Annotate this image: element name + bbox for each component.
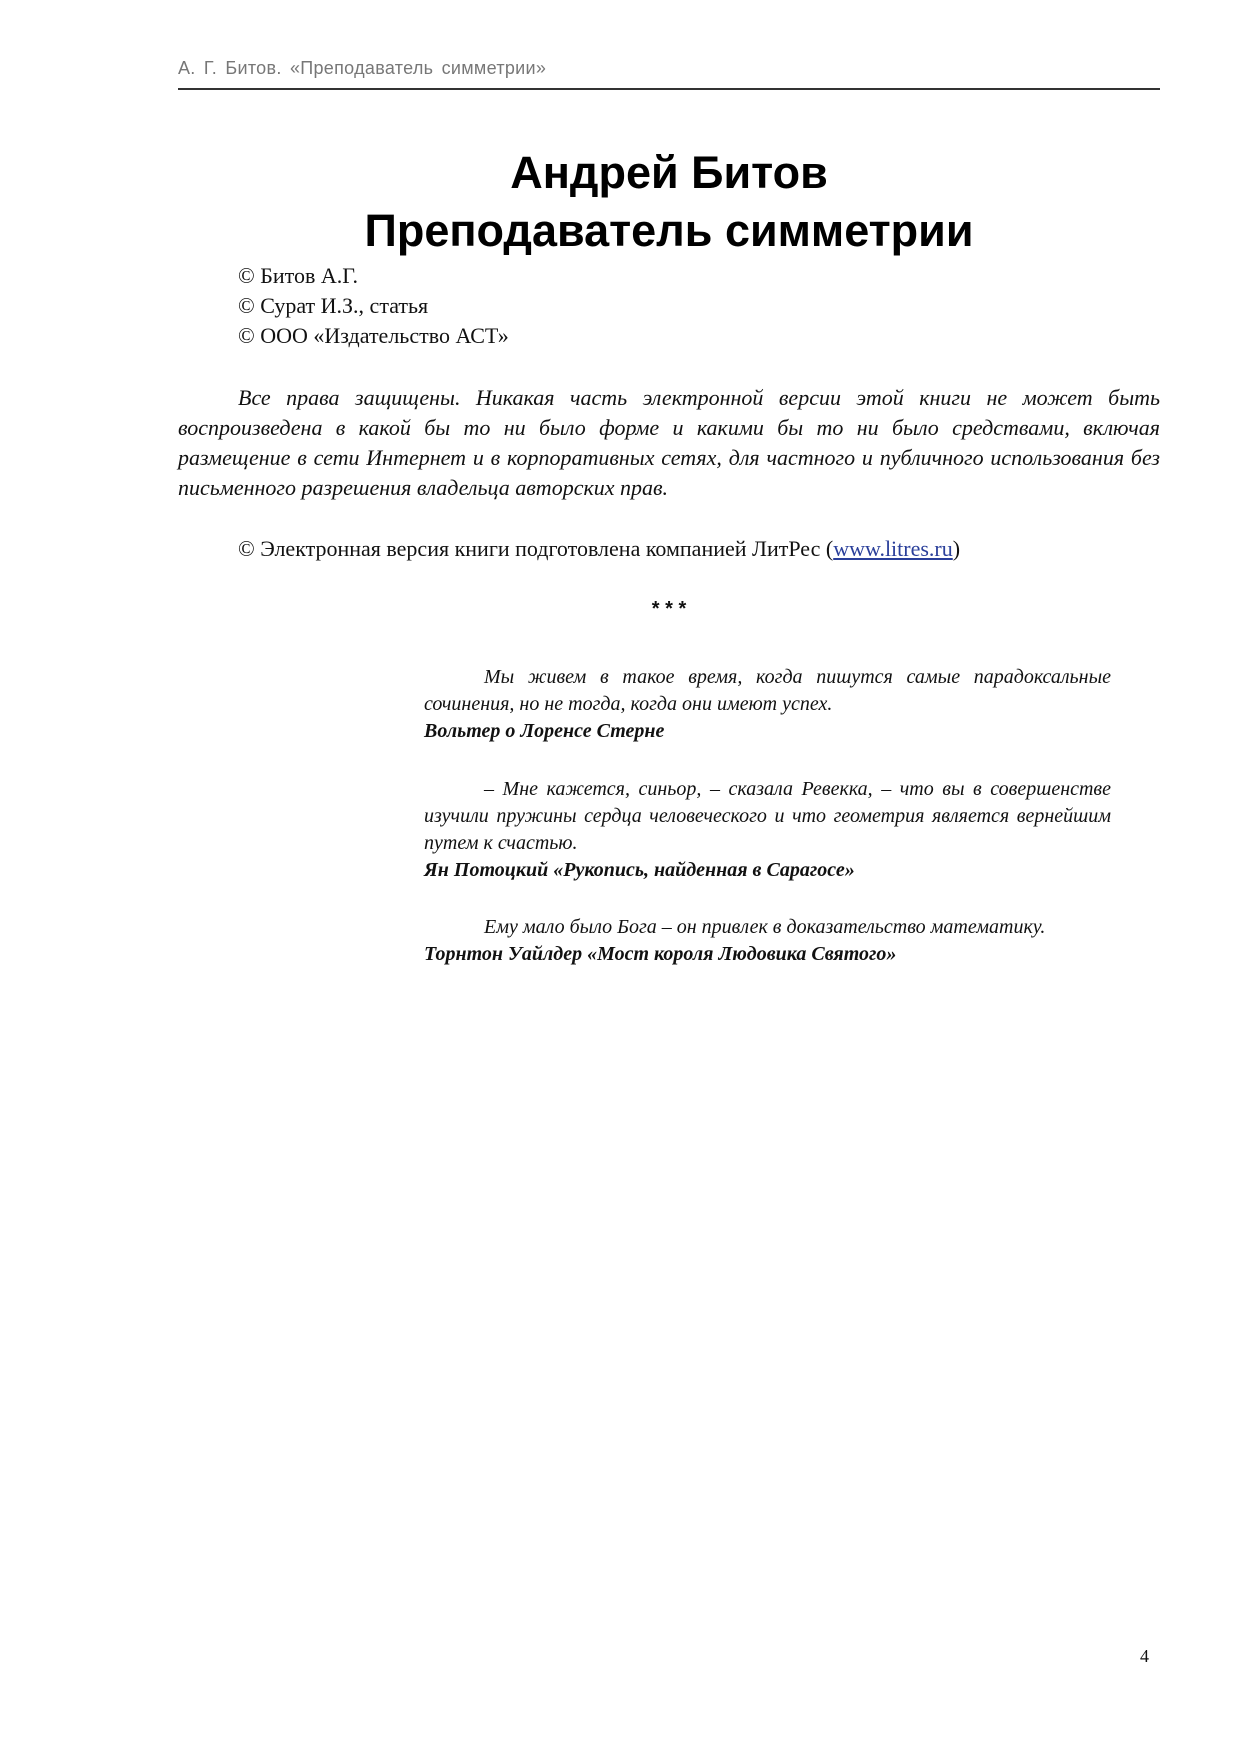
header-rule — [178, 88, 1160, 90]
epigraph-quote: Ему мало было Бога – он привлек в доказательство математику. — [484, 916, 1046, 938]
book-author: Андрей Битов — [510, 147, 828, 198]
page-number: 4 — [1140, 1646, 1149, 1666]
copyright-line: © Сурат И.З., статья — [238, 293, 429, 318]
epigraph-attribution: Ян Потоцкий «Рукопись, найденная в Сарагосе» — [424, 859, 855, 881]
epigraph — [424, 664, 1111, 745]
litres-suffix: ) — [952, 536, 961, 561]
epigraph-quote: Мы живем в такое время, когда пишутся самые парадоксальные сочинения, но не тогда, когда они имеют успех. — [424, 666, 1111, 715]
copyright-line: © Битов А.Г. — [238, 263, 358, 288]
epigraph — [424, 914, 1111, 968]
copyright-line: © ООО «Издательство АСТ» — [238, 323, 509, 348]
litres-link[interactable]: www.litres.ru — [833, 536, 953, 561]
epigraph-quote: – Мне кажется, синьор, – сказала Ревекка, – что вы в совершенстве изучили пружины сердца человеческого и что геометрия является вернейшим путем к счастью. — [424, 778, 1111, 854]
rights-notice: Все права защищены. Никакая часть электронной версии этой книги не может быть воспроизведена в какой бы то ни было форме и какими бы то ни было средствами, включая размещение в сети Интернет и в корпоративных сетях, для частного и публичного использования без письменного разрешения владельца авторских прав. — [178, 385, 1160, 500]
section-separator: * * * — [651, 598, 687, 620]
epigraph-attribution: Торнтон Уайлдер «Мост короля Людовика Святого» — [424, 943, 897, 965]
book-title: Преподаватель симметрии — [364, 205, 974, 256]
running-header: А. Г. Битов. «Преподаватель симметрии» — [178, 58, 547, 78]
epigraph-attribution: Вольтер о Лоренсе Стерне — [424, 720, 665, 742]
epigraph — [424, 776, 1111, 884]
litres-prefix: © Электронная версия книги подготовлена компанией ЛитРес ( — [238, 536, 834, 561]
litres-notice — [238, 534, 960, 564]
